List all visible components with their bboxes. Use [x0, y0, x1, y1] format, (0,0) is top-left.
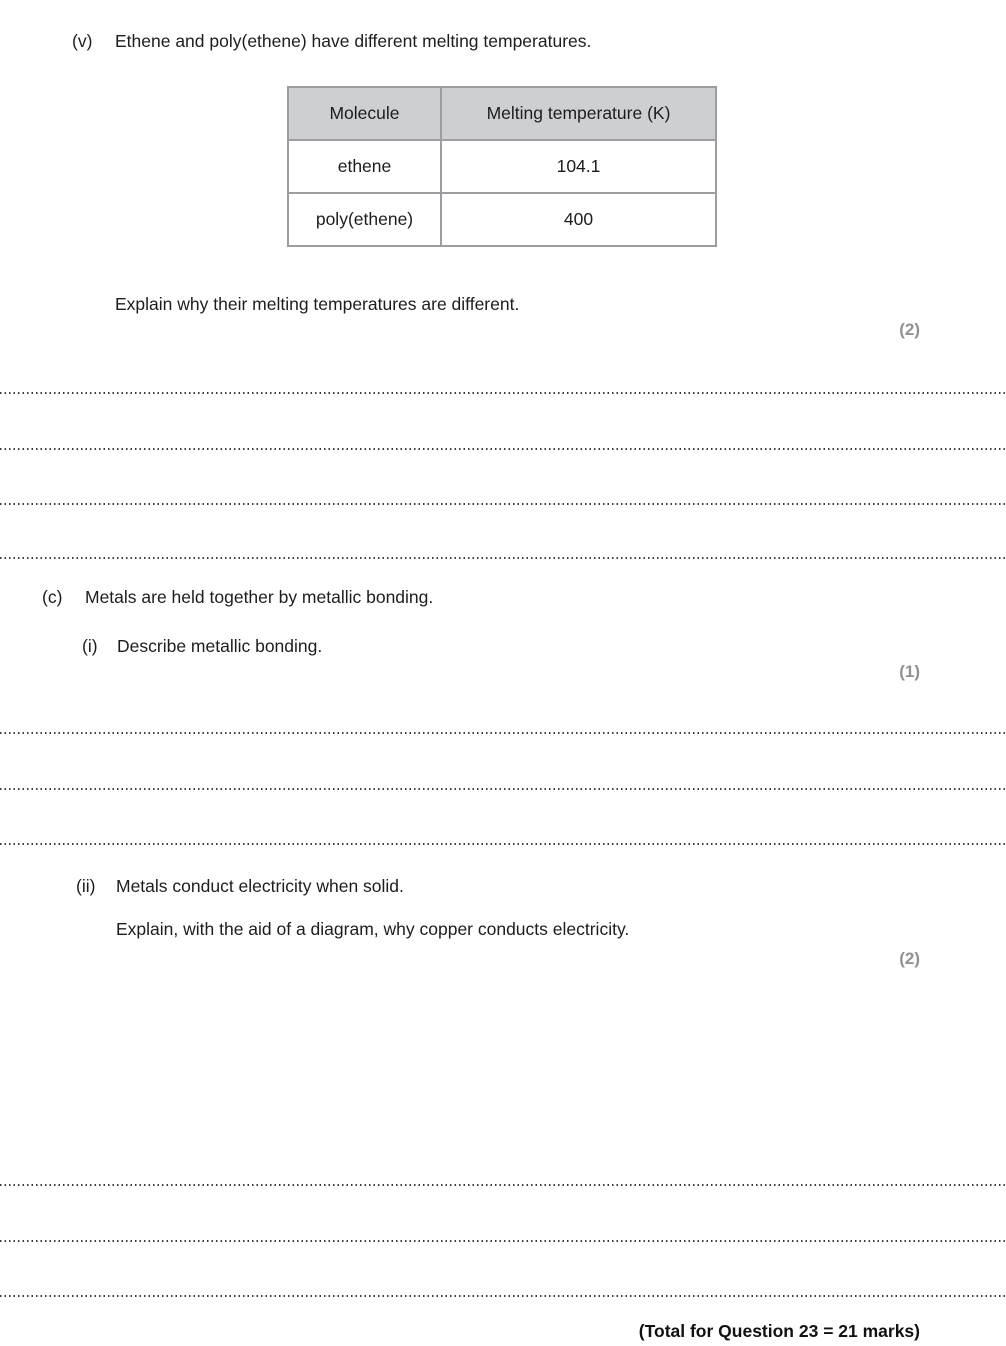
answer-line [0, 557, 1006, 559]
marks-badge-v: (2) [899, 320, 920, 339]
question-c-ii [76, 876, 404, 897]
answer-line [0, 732, 1006, 734]
table-header-molecule: Molecule [288, 87, 441, 140]
table-cell-molecule: ethene [288, 140, 441, 193]
table-header-row [288, 87, 716, 140]
answer-line [0, 1240, 1006, 1242]
marks-badge-c-ii: (2) [899, 949, 920, 968]
question-c-ii-text: Metals conduct electricity when solid. [116, 876, 404, 896]
table-row [288, 140, 716, 193]
question-v-marker: (v) [72, 31, 93, 51]
table-row [288, 193, 716, 246]
table-cell-temperature: 104.1 [441, 140, 716, 193]
question-c-marker: (c) [42, 587, 63, 607]
answer-line [0, 843, 1006, 845]
answer-line [0, 392, 1006, 394]
prompt-explain-copper: Explain, with the aid of a diagram, why copper conducts electricity. [116, 919, 630, 939]
answer-line [0, 1295, 1006, 1297]
question-c [42, 587, 433, 608]
question-c-i-marker: (i) [82, 636, 98, 656]
answer-line [0, 788, 1006, 790]
question-c-i [82, 636, 322, 657]
total-marks-label: (Total for Question 23 = 21 marks) [638, 1321, 920, 1341]
prompt-explain-melting: Explain why their melting temperatures are different. [115, 294, 520, 314]
question-v-text: Ethene and poly(ethene) have different melting temperatures. [115, 31, 592, 51]
answer-line [0, 448, 1006, 450]
question-c-text: Metals are held together by metallic bonding. [85, 587, 434, 607]
answer-line [0, 503, 1006, 505]
answer-line [0, 1184, 1006, 1186]
table-header-melting-temperature: Melting temperature (K) [441, 87, 716, 140]
table-cell-temperature: 400 [441, 193, 716, 246]
question-v [72, 31, 591, 52]
question-c-ii-marker: (ii) [76, 876, 96, 896]
marks-badge-c-i: (1) [899, 662, 920, 681]
table-cell-molecule: poly(ethene) [288, 193, 441, 246]
question-c-i-text: Describe metallic bonding. [117, 636, 323, 656]
melting-temperature-table [287, 86, 717, 247]
